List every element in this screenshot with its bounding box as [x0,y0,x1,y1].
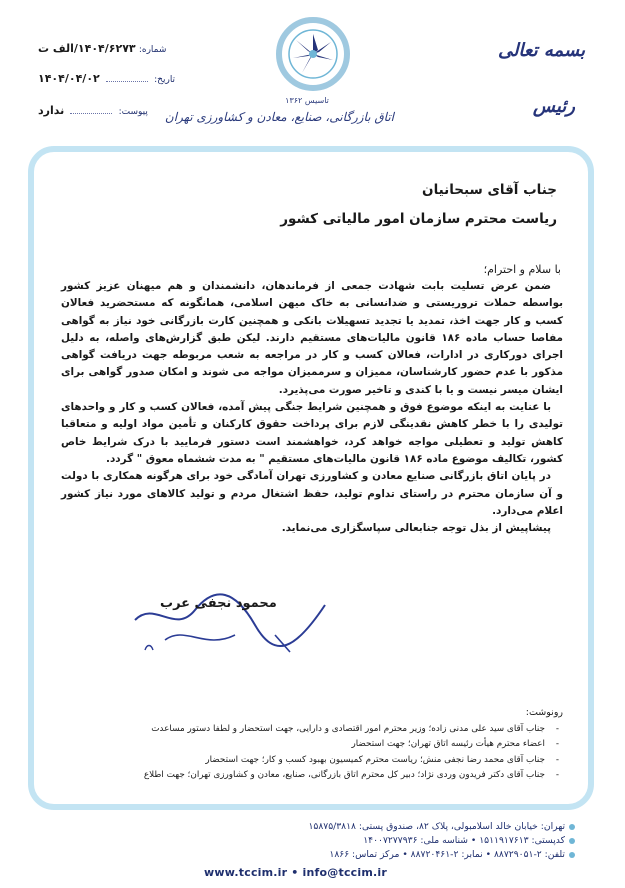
cc-item: - جناب آقای سید علی مدنی زاده؛ وزیر محترم امور اقتصادی و دارایی، جهت استحضار و لطفا دستور مساعدت [79,722,559,737]
footer-contact [308,820,575,863]
footer-postal: کدپستی: ۱۵۱۱۹۱۷۶۱۳ • شناسه ملی: ۱۴۰۰۷۲۷۷۹۳۶ [363,835,565,847]
postal-icon [569,838,575,844]
letter-attachment-value: ندارد [38,104,65,117]
letter-number-line [38,42,166,55]
body-paragraph: پیشاپیش از بذل توجه جنابعالی سپاسگزاری می‌نماید. [281,522,551,535]
dotted-rule [106,81,148,82]
cc-title: رونوشت: [525,707,563,718]
letter-date-label: تاریخ: [154,75,176,85]
letter-body [61,278,563,537]
handwritten-signature-icon [125,580,345,660]
letter-number-value: ۱۴۰۴/۶۲۷۳/الف ت [38,42,136,55]
letter-attachment-line [38,104,148,117]
body-paragraph: ضمن عرض تسلیت بابت شهادت جمعی از فرماندهان، دانشمندان و هم میهنان عزیز کشور بواسطه حملات تروریستی و ضدانسانی به خاک میهن اسلامی، همانگونه که مستحضرید فعالان کسب و کار جهت اخذ، تمدید یا تجدید تسهیلات بانکی و همچنین کارت بازرگانی خود نیاز به گواهی مفاصا حساب ماده ۱۸۶ قانون مالیات‌های مستقیم دارند. لیکن طبق گزارش‌های واصله، به دلیل اجرای دورکاری در ادارات، فعالان کسب و کار در مراجعه به شعب مربوطه جهت دریافت گواهی مذکور با عدم حضور کارشناسان، ممیزان و سرممیزان مواجه می شوند و امکان صدور گواهی برای ایشان میسر نیست و یا با کندی و تاخیر صورت می‌پذیرد. [61,280,563,396]
recipient-title: ریاست محترم سازمان امور مالیاتی کشور [280,211,557,227]
recipient-name: جناب آقای سبحانیان [422,182,557,198]
established-year: تاسیس ۱۳۶۲ [285,96,329,105]
footer-phone: تلفن: ۲-۸۸۷۲۹۰۵۱ • نمابر: ۲-۸۸۷۲۰۴۶۱ • مرکز تماس: ۱۸۶۶ [329,849,565,861]
body-paragraph: در پایان اتاق بازرگانی صنایع معادن و کشاورزی تهران آمادگی خود برای هرگونه همکاری با دولت و آن سازمان محترم در راستای تداوم تولید، حفظ اشتغال مردم و تولید کالاهای مورد نیاز کشور اعلام می‌دارد. [61,470,563,517]
organization-name: اتاق بازرگانی، صنایع، معادن و کشاورزی تهران [164,110,394,124]
cc-item: - جناب آقای محمد رضا نجفی منش؛ ریاست محترم کمیسیون بهبود کسب و کار؛ جهت استحضار [79,753,559,768]
office-heading: رئیس [532,96,575,117]
basmala-heading: بسمه تعالی [497,40,585,61]
letter-number-label: شماره: [138,45,167,55]
body-paragraph: با عنایت به اینکه موضوع فوق و همچنین شرایط جنگی پیش آمده، فعالان کسب و کار و واحدهای تولیدی را با خطر کاهش نقدینگی لازم برای پرداخت حقوق کارکنان و تأمین مواد اولیه و متعاقبا کاهش تولید و تعطیلی مواجه خواهد کرد، خواهشمند است دستور فرمایید با درک شرایط خاص کشور، تکالیف موضوع ماده ۱۸۶ قانون مالیات‌های مستقیم " به مدت ششماه معوق " گردد. [61,401,563,465]
signatory-name: محمود نجفی عرب [160,596,277,611]
cc-list [79,722,559,784]
footer-address: تهران: خیابان خالد اسلامبولی، پلاک ۸۲، صندوق پستی: ۱۵۸۷۵/۳۸۱۸ [308,821,565,832]
cc-item: - جناب آقای دکتر فریدون وردی نژاد؛ دبیر کل محترم اتاق بازرگانی، صنایع، معادن و کشاورزی تهران؛ جهت اطلاع [79,768,559,783]
greeting: با سلام و احترام؛ [483,263,561,276]
letter-attachment-label: پیوست: [118,107,148,117]
phone-icon [569,852,575,858]
dotted-rule [70,113,112,114]
cc-item: - اعضاء محترم هیأت رئیسه اتاق تهران؛ جهت استحضار [79,737,559,752]
recipient-block [280,176,557,234]
location-icon [569,824,575,830]
letter-date-line [38,72,175,85]
footer-website: www.tccim.ir • info@tccim.ir [204,866,388,879]
letter-date-value: ۱۴۰۴/۰۴/۰۲ [38,72,100,85]
chamber-emblem-icon [238,12,388,107]
